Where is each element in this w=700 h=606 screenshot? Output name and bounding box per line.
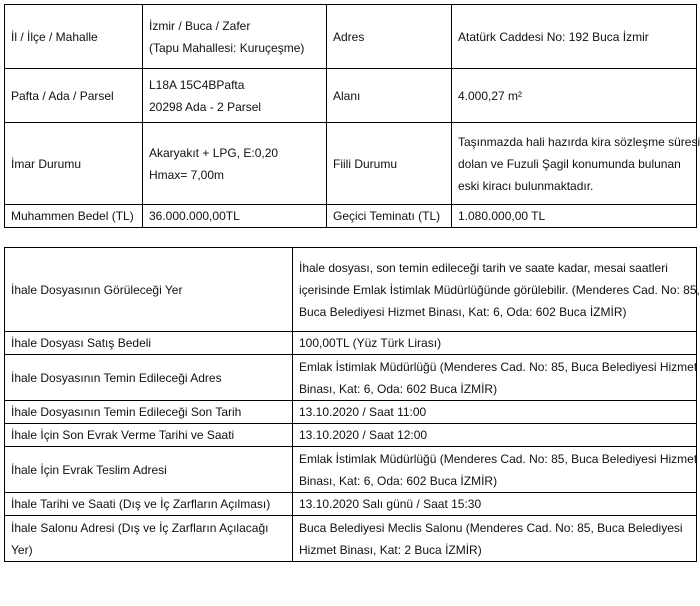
estimated-price-value: 36.000.000,00TL <box>143 205 327 228</box>
table-row <box>5 5 697 69</box>
tender-value-line: 100,00TL (Yüz Türk Lirası) <box>299 336 442 350</box>
tender-value <box>293 424 697 447</box>
tender-label: İhale Dosyasının Temin Edileceği Son Tarih <box>5 401 293 424</box>
parcel-value <box>143 69 327 123</box>
tender-value-line: Emlak İstimlak Müdürlüğü (Menderes Cad. No: 85, Buca Belediyesi Hizmet <box>299 359 698 374</box>
table-row <box>5 123 697 205</box>
table-row <box>5 69 697 123</box>
actual-status-line: eski kiracı bulunmaktadır. <box>458 178 594 193</box>
parcel-label: Pafta / Ada / Parsel <box>5 69 143 123</box>
tender-label: İhale İçin Son Evrak Verme Tarihi ve Saati <box>5 424 293 447</box>
location-value-line: İzmir / Buca / Zafer <box>149 18 251 33</box>
tender-label: İhale Salonu Adresi (Dış ve İç Zarfların Açılacağı Yer) <box>5 516 293 562</box>
tender-value <box>293 401 697 424</box>
actual-status-line: Taşınmazda hali hazırda kira sözleşme süresi <box>458 134 700 149</box>
tender-value-line: Buca Belediyesi Hizmet Binası, Kat: 6, Oda: 602 Buca İZMİR) <box>299 304 627 319</box>
zoning-value <box>143 123 327 205</box>
tender-rows <box>5 248 700 562</box>
tender-label: İhale Dosyası Satış Bedeli <box>5 332 293 355</box>
deposit-value: 1.080.000,00 TL <box>452 205 697 228</box>
tender-value-line: Buca Belediyesi Meclis Salonu (Menderes Cad. No: 85, Buca Belediyesi <box>299 520 683 535</box>
tender-value <box>293 516 697 562</box>
table-row <box>5 355 697 401</box>
estimated-price-label: Muhammen Bedel (TL) <box>5 205 143 228</box>
table-row <box>5 493 697 516</box>
tender-value <box>293 332 697 355</box>
address-value: Atatürk Caddesi No: 192 Buca İzmir <box>452 5 697 69</box>
tender-info-table <box>4 247 700 562</box>
tender-value-line: 13.10.2020 Salı günü / Saat 15:30 <box>299 497 482 511</box>
parcel-value-line: L18A 15C4BPafta <box>149 77 245 92</box>
tender-value-line: 13.10.2020 / Saat 11:00 <box>299 405 427 419</box>
property-info-table <box>4 4 700 228</box>
area-value: 4.000,27 m² <box>452 69 697 123</box>
tender-value-line: içerisinde Emlak İstimlak Müdürlüğünde görülebilir. (Menderes Cad. No: 85, <box>299 282 700 297</box>
area-label: Alanı <box>327 69 452 123</box>
table-row <box>5 447 697 493</box>
address-label: Adres <box>327 5 452 69</box>
table-row <box>5 205 697 228</box>
actual-status-line: dolan ve Fuzuli Şagil konumunda bulunan <box>458 156 681 171</box>
actual-status-label: Fiili Durumu <box>327 123 452 205</box>
location-label: İl / İlçe / Mahalle <box>5 5 143 69</box>
tender-value <box>293 493 697 516</box>
tender-value <box>293 355 697 401</box>
location-value-line: (Tapu Mahallesi: Kuruçeşme) <box>149 40 305 55</box>
tender-value <box>293 248 700 332</box>
tender-value-line: Binası, Kat: 6, Oda: 602 Buca İZMİR) <box>299 381 498 396</box>
tender-label: İhale Tarihi ve Saati (Dış ve İç Zarfların Açılması) <box>5 493 293 516</box>
tender-value-line: 13.10.2020 / Saat 12:00 <box>299 428 428 442</box>
table-row <box>5 401 697 424</box>
tender-value-line: Emlak İstimlak Müdürlüğü (Menderes Cad. No: 85, Buca Belediyesi Hizmet <box>299 451 698 466</box>
tender-label: İhale Dosyasının Görüleceği Yer <box>5 248 293 332</box>
location-value <box>143 5 327 69</box>
tender-value <box>293 447 697 493</box>
zoning-value-line: Hmax= 7,00m <box>149 167 225 182</box>
table-row <box>5 516 697 562</box>
actual-status-value <box>452 123 700 205</box>
zoning-label: İmar Durumu <box>5 123 143 205</box>
tender-label: İhale Dosyasının Temin Edileceği Adres <box>5 355 293 401</box>
table-row <box>5 332 697 355</box>
tender-label: İhale İçin Evrak Teslim Adresi <box>5 447 293 493</box>
table-row <box>5 424 697 447</box>
parcel-value-line: 20298 Ada - 2 Parsel <box>149 99 262 114</box>
table-row <box>5 248 697 332</box>
tender-value-line: Hizmet Binası, Kat: 2 Buca İZMİR) <box>299 542 482 557</box>
deposit-label: Geçici Teminatı (TL) <box>327 205 452 228</box>
tender-value-line: Binası, Kat: 6, Oda: 602 Buca İZMİR) <box>299 473 498 488</box>
zoning-value-line: Akaryakıt + LPG, E:0,20 <box>149 145 279 160</box>
tender-value-line: İhale dosyası, son temin edileceği tarih ve saate kadar, mesai saatleri <box>299 260 668 275</box>
